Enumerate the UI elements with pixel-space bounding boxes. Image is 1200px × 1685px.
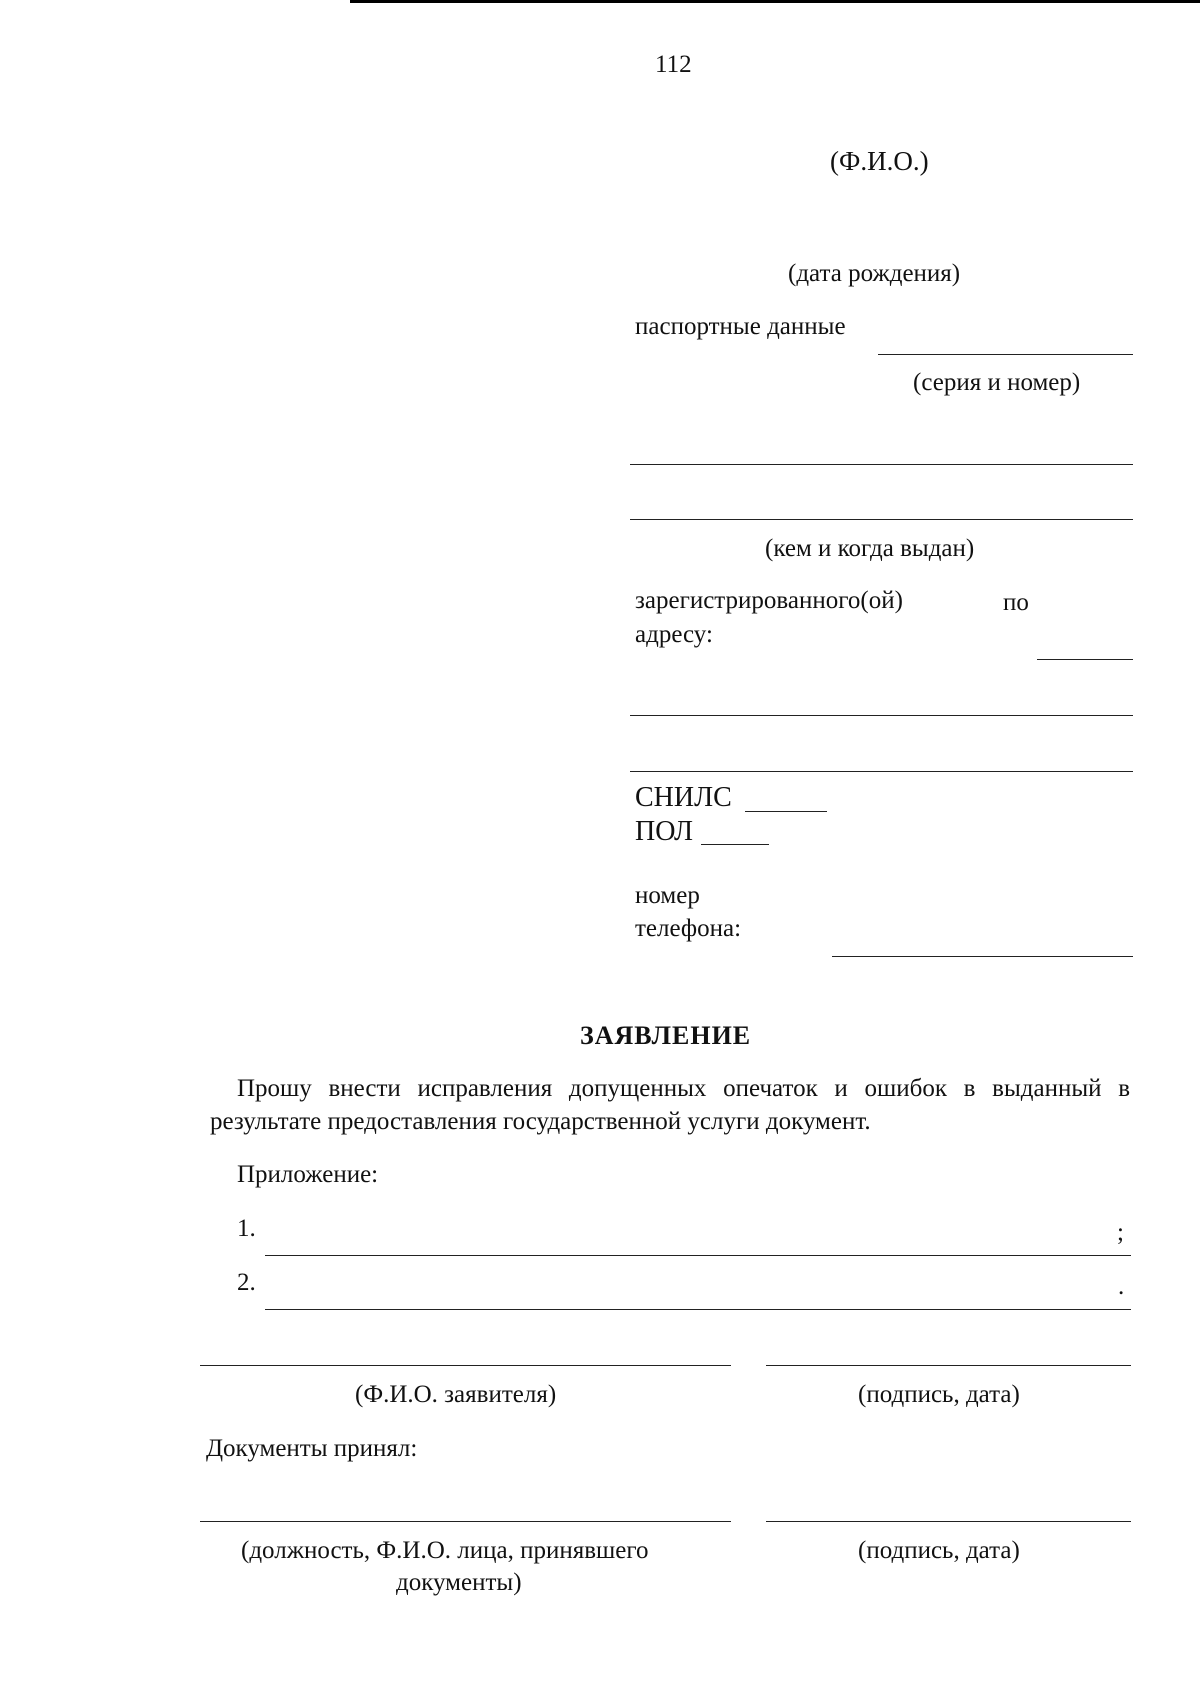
- accepted-label: Документы принял:: [206, 1435, 418, 1462]
- official-caption-line-1: (должность, Ф.И.О. лица, принявшего: [241, 1537, 649, 1564]
- top-edge-border: [350, 0, 1200, 3]
- snils-label: СНИЛС: [635, 782, 732, 813]
- applicant-sign-caption: (подпись, дата): [858, 1381, 1020, 1408]
- attachment-2-number: 2.: [237, 1269, 256, 1296]
- fio-caption: (Ф.И.О.): [830, 146, 929, 176]
- attachment-2-line[interactable]: [265, 1309, 1131, 1310]
- birth-date-caption: (дата рождения): [788, 260, 961, 287]
- page-number: 112: [655, 51, 692, 78]
- attachment-1-line[interactable]: [265, 1255, 1131, 1256]
- applicant-fio-caption: (Ф.И.О. заявителя): [355, 1381, 557, 1408]
- registered-po: по: [1003, 589, 1029, 616]
- sex-line[interactable]: [701, 844, 769, 845]
- snils-line[interactable]: [745, 811, 827, 812]
- phone-line[interactable]: [832, 956, 1133, 957]
- address-line-1[interactable]: [1037, 659, 1133, 660]
- official-fio-line[interactable]: [200, 1521, 731, 1522]
- address-line-3[interactable]: [630, 771, 1133, 772]
- attachment-1-end: ;: [1117, 1219, 1124, 1246]
- official-sign-caption: (подпись, дата): [858, 1537, 1020, 1564]
- official-sign-line[interactable]: [766, 1521, 1131, 1522]
- passport-caption: (серия и номер): [913, 369, 1081, 396]
- passport-issued-line-2[interactable]: [630, 519, 1133, 520]
- applicant-sign-line[interactable]: [766, 1365, 1131, 1366]
- address-line-2[interactable]: [630, 715, 1133, 716]
- sex-label: ПОЛ: [635, 816, 694, 847]
- attachments-label: Приложение:: [237, 1161, 379, 1188]
- issued-caption: (кем и когда выдан): [765, 535, 975, 562]
- applicant-fio-line[interactable]: [200, 1365, 731, 1366]
- attachment-1-number: 1.: [237, 1215, 256, 1242]
- registered-label: зарегистрированного(ой): [635, 587, 903, 614]
- attachment-2-end: .: [1118, 1273, 1125, 1300]
- address-label: адресу:: [635, 621, 713, 648]
- phone-label-1: номер: [635, 882, 700, 909]
- official-caption-line-2: документы): [396, 1569, 522, 1596]
- statement-body: Прошу внести исправления допущенных опечаток и ошибок в выданный в результате предоставления государственной услуги документ.: [210, 1075, 1130, 1135]
- passport-label: паспортные данные: [635, 313, 846, 340]
- statement-title: ЗАЯВЛЕНИЕ: [580, 1021, 752, 1050]
- phone-label-2: телефона:: [635, 915, 742, 942]
- passport-issued-line-1[interactable]: [630, 464, 1133, 465]
- passport-number-line[interactable]: [878, 354, 1133, 355]
